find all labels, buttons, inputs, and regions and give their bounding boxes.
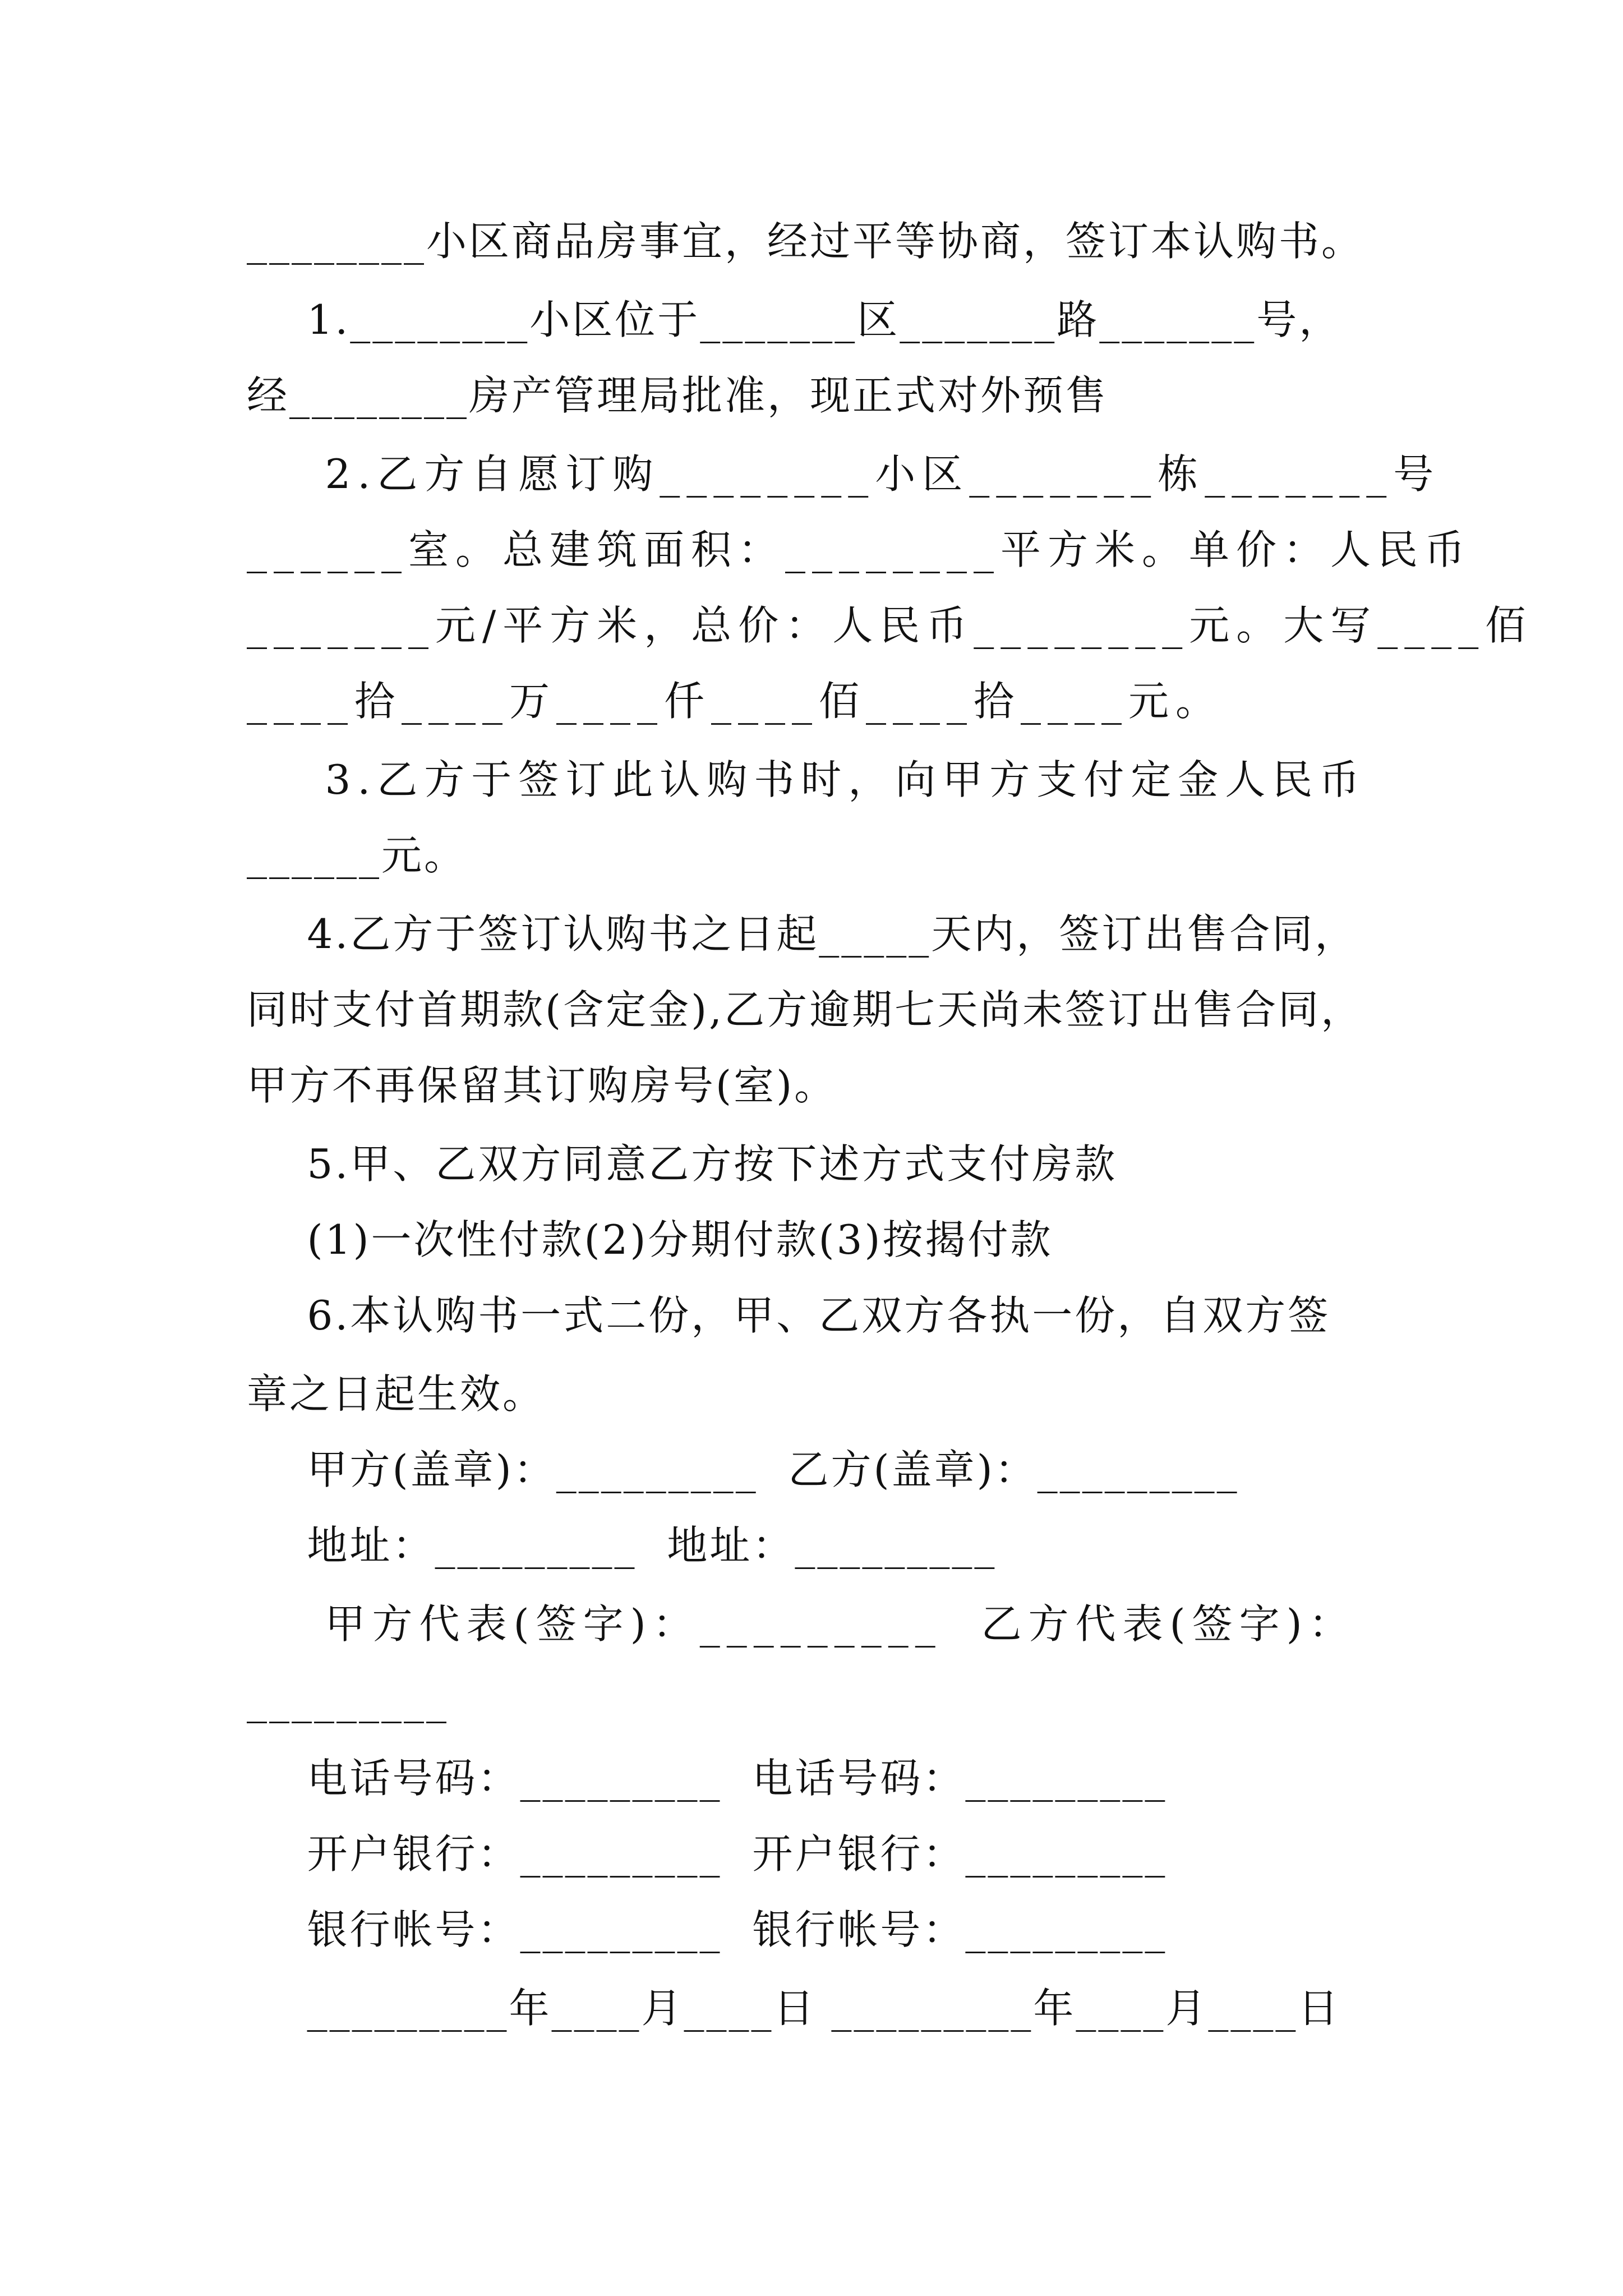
signature-address-line: 地址：_________ 地址：_________ — [247, 1522, 997, 1569]
text-line-1: ________小区商品房事宜，经过平等协商，签订本认购书。 — [247, 218, 1364, 265]
text-line-3: 经________房产管理局批准，现正式对外预售 — [247, 372, 1109, 419]
signature-date-line: _________年____月____日 _________年____月____日 — [247, 1985, 1341, 2032]
text-line-16: 章之日起生效。 — [247, 1370, 546, 1418]
text-line-9: ______元。 — [247, 832, 467, 879]
text-line-7: ____拾____万____仟____佰____拾____元。 — [247, 678, 1223, 725]
text-line-13: 5.甲、乙双方同意乙方按下述方式支付房款 — [247, 1140, 1118, 1188]
text-line-6: _______元/平方米，总价：人民币________元。大写____佰 — [247, 602, 1533, 649]
text-line-8: 3.乙方于签订此认购书时，向甲方支付定金人民币 — [247, 756, 1367, 803]
text-line-14: (1)一次性付款(2)分期付款(3)按揭付款 — [247, 1216, 1053, 1263]
text-line-4: 2.乙方自愿订购________小区_______栋_______号 — [247, 450, 1441, 498]
text-line-12: 甲方不再保留其订购房号(室)。 — [247, 1062, 837, 1109]
signature-phone-line: 电话号码：_________ 电话号码：_________ — [247, 1755, 1168, 1802]
signature-account-line: 银行帐号：_________ 银行帐号：_________ — [247, 1906, 1168, 1953]
text-line-15: 6.本认购书一式二份，甲、乙双方各执一份，自双方签 — [247, 1292, 1331, 1339]
signature-representative-line: 甲方代表(签字)：_________ 乙方代表(签字)： — [247, 1600, 1356, 1648]
signature-seal-line: 甲方(盖章)：_________ 乙方(盖章)：_________ — [247, 1446, 1239, 1493]
signature-blank-line: _________ — [247, 1676, 449, 1723]
text-line-5: ______室。总建筑面积：________平方米。单价：人民币 — [247, 526, 1472, 573]
text-line-11: 同时支付首期款(含定金),乙方逾期七天尚未签订出售合同， — [247, 986, 1364, 1033]
text-line-2: 1.________小区位于_______区_______路_______号， — [247, 296, 1342, 343]
signature-bank-line: 开户银行：_________ 开户银行：_________ — [247, 1830, 1168, 1878]
text-line-10: 4.乙方于签订认购书之日起_____天内，签订出售合同， — [247, 910, 1358, 958]
